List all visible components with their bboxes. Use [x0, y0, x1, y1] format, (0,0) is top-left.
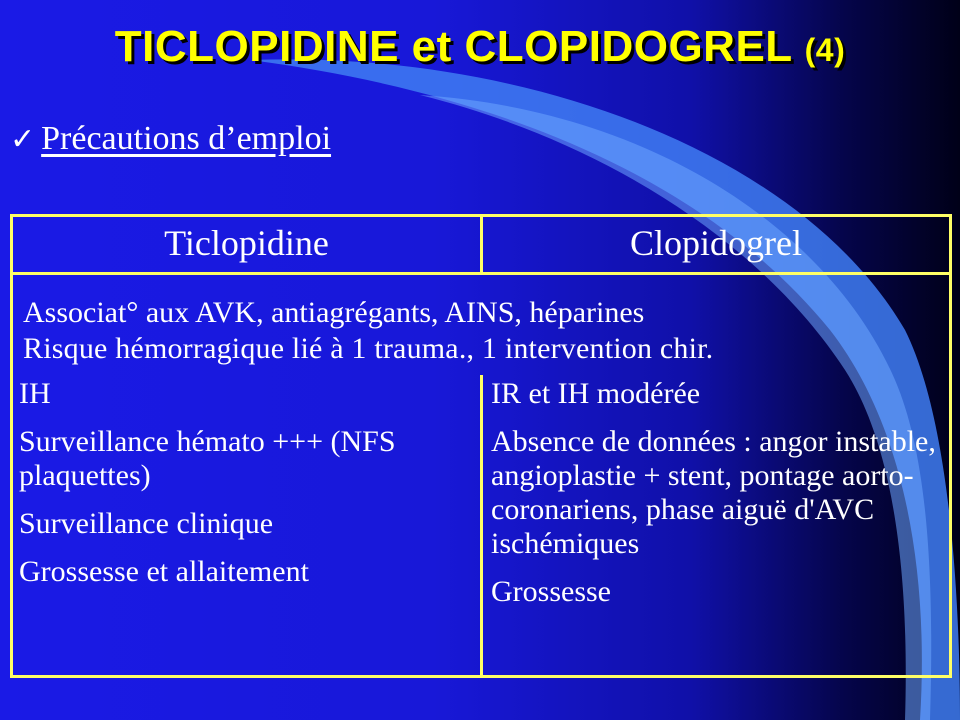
ticlopidine-item: Surveillance clinique: [19, 507, 274, 540]
header-clopidogrel: Clopidogrel: [630, 223, 802, 263]
header-ticlopidine: Ticlopidine: [164, 223, 329, 263]
comparison-table: [10, 214, 952, 678]
shared-precautions: [23, 295, 713, 367]
clopidogrel-item: IR et IH modérée: [491, 377, 701, 410]
checkmark-icon: ✓: [10, 122, 36, 157]
table-divider-vertical-bottom: [480, 375, 483, 675]
ticlopidine-item: IH: [19, 377, 51, 410]
title-text: TICLOPIDINE et CLOPIDOGREL: [114, 22, 792, 71]
section-heading: [10, 120, 331, 158]
ticlopidine-column: [19, 377, 474, 603]
table-divider-horizontal: [13, 272, 949, 275]
ticlopidine-item: Surveillance hémato +++ (NFS plaquettes): [19, 425, 396, 492]
clopidogrel-column: [491, 377, 960, 623]
section-label: Précautions d’emploi: [41, 120, 332, 157]
ticlopidine-item: Grossesse et allaitement: [19, 555, 309, 588]
slide-title: [0, 22, 960, 72]
shared-line: Associat° aux AVK, antiagrégants, AINS, héparines: [23, 296, 645, 329]
clopidogrel-item: Absence de données : angor instable, angioplastie + stent, pontage aorto-coronariens, phase aiguë d'AVC ischémiques: [491, 425, 936, 560]
title-number: (4): [804, 32, 846, 68]
shared-line: Risque hémorragique lié à 1 trauma., 1 intervention chir.: [23, 332, 714, 365]
clopidogrel-item: Grossesse: [491, 575, 611, 608]
